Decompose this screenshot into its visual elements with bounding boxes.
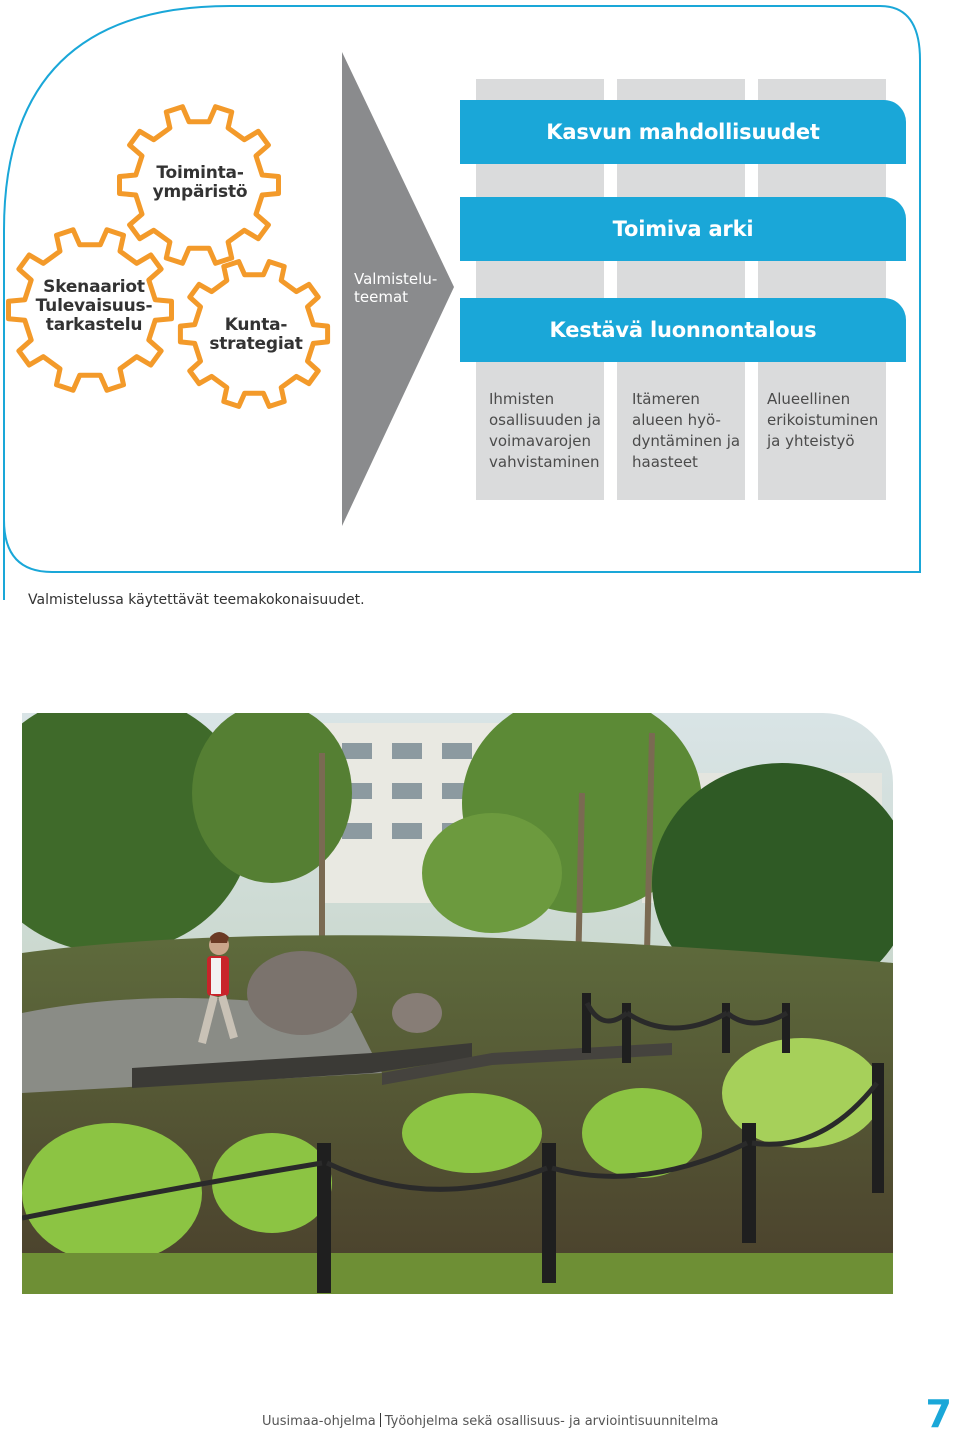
gear-label-skenaariot: Skenaariot Tulevaisuus- tarkastelu — [35, 277, 153, 335]
figure-caption: Valmistelussa käytettävät teemakokonaisuudet. — [28, 592, 365, 608]
band-toimiva-arki: Toimiva arki — [460, 197, 906, 261]
footer-subtitle: Työohjelma sekä osallisuus- ja arviointisuunnitelma — [384, 1414, 719, 1429]
arrow-label: Valmistelu- teemat — [354, 270, 438, 306]
page-number: 7 — [925, 1392, 952, 1436]
footer-running-title — [262, 1413, 719, 1429]
gear-label-kuntastrategiat: Kunta- strategiat — [209, 315, 303, 354]
footer-separator — [380, 1413, 381, 1427]
gear-label-toimintaymparisto: Toiminta- ympäristö — [152, 163, 248, 202]
band-kasvun-mahdollisuudet: Kasvun mahdollisuudet — [460, 100, 906, 164]
park-scene-image — [22, 713, 893, 1294]
column-text-2: Itämeren alueen hyö- dyntäminen ja haasteet — [632, 390, 741, 471]
gears-graphic — [0, 0, 340, 430]
column-text-3: Alueellinen erikoistuminen ja yhteistyö — [767, 390, 879, 450]
park-photo — [22, 713, 893, 1294]
band-kestava-luonnontalous: Kestävä luonnontalous — [460, 298, 906, 362]
footer-publication: Uusimaa-ohjelma — [262, 1414, 376, 1429]
column-text-1: Ihmisten osallisuuden ja voimavarojen vahvistaminen — [489, 390, 601, 471]
